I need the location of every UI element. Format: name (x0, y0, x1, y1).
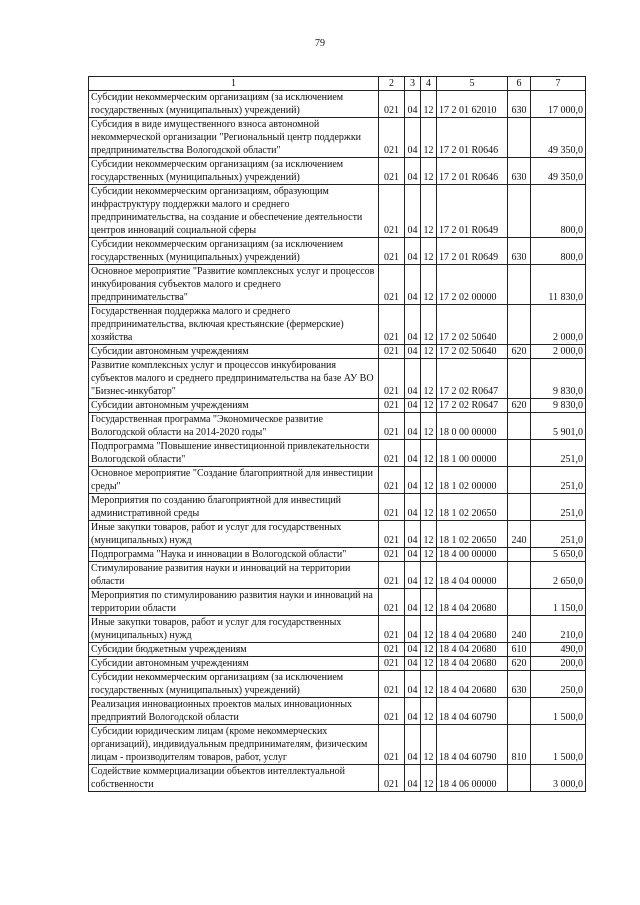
row-col-4: 12 (421, 671, 437, 698)
table-body (89, 91, 586, 792)
table-row (89, 765, 586, 792)
column-header: 6 (508, 77, 531, 91)
row-col-2: 021 (379, 521, 405, 548)
row-col-4: 12 (421, 399, 437, 413)
row-target-code: 18 1 02 00000 (437, 467, 508, 494)
row-col-3: 04 (405, 265, 421, 305)
row-col-3: 04 (405, 765, 421, 792)
row-amount: 2 650,0 (531, 562, 586, 589)
row-target-code: 18 4 04 20680 (437, 616, 508, 643)
row-amount: 800,0 (531, 185, 586, 238)
row-col-2: 021 (379, 657, 405, 671)
row-name: Субсидии некоммерческим организациям (за исключением государственных (муниципальных) учреждений) (89, 91, 379, 118)
row-col-6 (508, 765, 531, 792)
row-amount: 800,0 (531, 238, 586, 265)
row-name: Содействие коммерциализации объектов интеллектуальной собственности (89, 765, 379, 792)
row-col-4: 12 (421, 305, 437, 345)
row-name: Субсидии автономным учреждениям (89, 345, 379, 359)
row-amount: 2 000,0 (531, 345, 586, 359)
row-col-3: 04 (405, 345, 421, 359)
table-row (89, 238, 586, 265)
row-name: Субсидии некоммерческим организациям, образующим инфраструктуру поддержки малого и среднего предпринимательства, на создание и обеспечение деятельности центров инноваций социальной сферы (89, 185, 379, 238)
row-col-2: 021 (379, 265, 405, 305)
table-header-row (89, 77, 586, 91)
column-header: 7 (531, 77, 586, 91)
row-col-3: 04 (405, 521, 421, 548)
row-col-4: 12 (421, 725, 437, 765)
row-amount: 490,0 (531, 643, 586, 657)
row-col-6: 630 (508, 158, 531, 185)
row-col-2: 021 (379, 616, 405, 643)
row-col-2: 021 (379, 185, 405, 238)
row-col-3: 04 (405, 643, 421, 657)
row-name: Субсидии юридическим лицам (кроме некоммерческих организаций), индивидуальным предпринимателям, физическим лицам - производителям товаров, работ, услуг (89, 725, 379, 765)
row-col-2: 021 (379, 118, 405, 158)
row-col-6 (508, 413, 531, 440)
row-col-3: 04 (405, 399, 421, 413)
table-row (89, 440, 586, 467)
row-target-code: 18 4 04 20680 (437, 589, 508, 616)
table-row (89, 265, 586, 305)
row-col-4: 12 (421, 548, 437, 562)
row-col-4: 12 (421, 345, 437, 359)
row-target-code: 18 1 02 20650 (437, 494, 508, 521)
row-col-4: 12 (421, 359, 437, 399)
row-col-6 (508, 359, 531, 399)
row-col-6 (508, 698, 531, 725)
row-col-2: 021 (379, 589, 405, 616)
row-col-4: 12 (421, 657, 437, 671)
row-col-2: 021 (379, 725, 405, 765)
row-name: Субсидии некоммерческим организациям (за исключением государственных (муниципальных) учреждений) (89, 671, 379, 698)
row-target-code: 17 2 02 50640 (437, 345, 508, 359)
row-col-4: 12 (421, 413, 437, 440)
row-amount: 1 150,0 (531, 589, 586, 616)
row-col-3: 04 (405, 562, 421, 589)
row-amount: 5 650,0 (531, 548, 586, 562)
row-amount: 251,0 (531, 521, 586, 548)
table-row (89, 698, 586, 725)
table-row (89, 589, 586, 616)
row-target-code: 17 2 02 R0647 (437, 359, 508, 399)
row-col-2: 021 (379, 698, 405, 725)
row-target-code: 17 2 02 50640 (437, 305, 508, 345)
row-amount: 9 830,0 (531, 399, 586, 413)
row-col-6 (508, 467, 531, 494)
row-col-6: 240 (508, 521, 531, 548)
row-col-3: 04 (405, 185, 421, 238)
row-col-6: 810 (508, 725, 531, 765)
row-target-code: 17 2 01 R0649 (437, 185, 508, 238)
row-target-code: 18 4 04 60790 (437, 725, 508, 765)
table-row (89, 185, 586, 238)
row-col-4: 12 (421, 238, 437, 265)
row-amount: 9 830,0 (531, 359, 586, 399)
row-name: Основное мероприятие "Развитие комплексных услуг и процессов инкубирования субъектов малого и среднего предпринимательства" (89, 265, 379, 305)
row-col-3: 04 (405, 359, 421, 399)
row-amount: 251,0 (531, 440, 586, 467)
row-target-code: 18 4 04 20680 (437, 657, 508, 671)
row-col-2: 021 (379, 413, 405, 440)
row-col-4: 12 (421, 91, 437, 118)
table-row (89, 657, 586, 671)
row-amount: 49 350,0 (531, 158, 586, 185)
row-col-2: 021 (379, 305, 405, 345)
row-name: Реализация инновационных проектов малых инновационных предприятий Вологодской области (89, 698, 379, 725)
row-col-4: 12 (421, 467, 437, 494)
row-target-code: 17 2 01 R0646 (437, 118, 508, 158)
table-row (89, 671, 586, 698)
table-row (89, 467, 586, 494)
row-target-code: 18 4 00 00000 (437, 548, 508, 562)
row-target-code: 18 4 04 20680 (437, 643, 508, 657)
row-col-6 (508, 494, 531, 521)
row-col-3: 04 (405, 494, 421, 521)
table-row (89, 548, 586, 562)
row-name: Мероприятия по созданию благоприятной для инвестиций административной среды (89, 494, 379, 521)
row-col-3: 04 (405, 616, 421, 643)
row-col-2: 021 (379, 562, 405, 589)
row-col-3: 04 (405, 118, 421, 158)
row-col-2: 021 (379, 238, 405, 265)
row-target-code: 17 2 01 R0649 (437, 238, 508, 265)
table-row (89, 91, 586, 118)
row-amount: 49 350,0 (531, 118, 586, 158)
row-col-6 (508, 548, 531, 562)
row-target-code: 17 2 02 00000 (437, 265, 508, 305)
row-target-code: 18 1 02 20650 (437, 521, 508, 548)
row-amount: 200,0 (531, 657, 586, 671)
table-row (89, 399, 586, 413)
row-col-4: 12 (421, 616, 437, 643)
row-col-2: 021 (379, 359, 405, 399)
row-col-4: 12 (421, 589, 437, 616)
row-col-4: 12 (421, 765, 437, 792)
row-col-3: 04 (405, 440, 421, 467)
row-col-3: 04 (405, 725, 421, 765)
row-col-4: 12 (421, 265, 437, 305)
row-col-2: 021 (379, 643, 405, 657)
row-col-4: 12 (421, 118, 437, 158)
row-col-2: 021 (379, 345, 405, 359)
row-amount: 1 500,0 (531, 698, 586, 725)
row-col-3: 04 (405, 671, 421, 698)
row-col-3: 04 (405, 305, 421, 345)
table-row (89, 725, 586, 765)
row-col-3: 04 (405, 238, 421, 265)
row-col-6: 610 (508, 643, 531, 657)
row-amount: 3 000,0 (531, 765, 586, 792)
row-amount: 251,0 (531, 494, 586, 521)
row-col-3: 04 (405, 657, 421, 671)
row-col-6: 630 (508, 238, 531, 265)
row-col-6 (508, 185, 531, 238)
row-target-code: 18 1 00 00000 (437, 440, 508, 467)
table-row (89, 118, 586, 158)
row-col-6: 620 (508, 657, 531, 671)
row-col-2: 021 (379, 91, 405, 118)
row-amount: 17 000,0 (531, 91, 586, 118)
row-col-6 (508, 118, 531, 158)
row-col-6: 240 (508, 616, 531, 643)
row-col-6: 620 (508, 399, 531, 413)
column-header: 5 (437, 77, 508, 91)
table-row (89, 643, 586, 657)
table-row (89, 345, 586, 359)
table-row (89, 359, 586, 399)
row-name: Основное мероприятие "Создание благоприятной для инвестиции среды" (89, 467, 379, 494)
row-col-6 (508, 589, 531, 616)
row-amount: 5 901,0 (531, 413, 586, 440)
row-name: Иные закупки товаров, работ и услуг для государственных (муниципальных) нужд (89, 521, 379, 548)
row-name: Субсидия в виде имущественного взноса автономной некоммерческой организации "Региональный центр поддержки предпринимательства Вологодской области" (89, 118, 379, 158)
table-row (89, 158, 586, 185)
budget-table (88, 76, 586, 792)
row-col-2: 021 (379, 494, 405, 521)
row-col-4: 12 (421, 185, 437, 238)
row-col-2: 021 (379, 158, 405, 185)
row-name: Государственная программа "Экономическое развитие Вологодской области на 2014-2020 годы" (89, 413, 379, 440)
row-amount: 210,0 (531, 616, 586, 643)
row-target-code: 18 4 04 60790 (437, 698, 508, 725)
row-amount: 1 500,0 (531, 725, 586, 765)
row-col-2: 021 (379, 467, 405, 494)
row-col-6: 630 (508, 91, 531, 118)
row-col-6 (508, 562, 531, 589)
table-row (89, 305, 586, 345)
table-row (89, 521, 586, 548)
row-col-6 (508, 265, 531, 305)
row-amount: 250,0 (531, 671, 586, 698)
row-name: Мероприятия по стимулированию развития науки и инноваций на территории области (89, 589, 379, 616)
row-col-2: 021 (379, 548, 405, 562)
row-name: Субсидии некоммерческим организациям (за исключением государственных (муниципальных) учреждений) (89, 158, 379, 185)
row-col-2: 021 (379, 440, 405, 467)
row-name: Развитие комплексных услуг и процессов инкубирования субъектов малого и среднего предпринимательства на базе АУ ВО "Бизнес-инкубатор" (89, 359, 379, 399)
row-target-code: 17 2 01 R0646 (437, 158, 508, 185)
table-row (89, 413, 586, 440)
row-name: Иные закупки товаров, работ и услуг для государственных (муниципальных) нужд (89, 616, 379, 643)
column-header: 3 (405, 77, 421, 91)
row-col-6 (508, 305, 531, 345)
row-amount: 2 000,0 (531, 305, 586, 345)
row-col-3: 04 (405, 158, 421, 185)
row-name: Стимулирование развития науки и инноваций на территории области (89, 562, 379, 589)
row-target-code: 18 0 00 00000 (437, 413, 508, 440)
column-header: 2 (379, 77, 405, 91)
row-col-2: 021 (379, 671, 405, 698)
column-header: 1 (89, 77, 379, 91)
row-name: Субсидии некоммерческим организациям (за исключением государственных (муниципальных) учреждений) (89, 238, 379, 265)
row-col-4: 12 (421, 698, 437, 725)
page-number: 79 (315, 38, 325, 49)
column-header: 4 (421, 77, 437, 91)
table-row (89, 616, 586, 643)
row-col-2: 021 (379, 399, 405, 413)
row-name: Субсидии автономным учреждениям (89, 657, 379, 671)
row-name: Подпрограмма "Повышение инвестиционной привлекательности Вологодской области" (89, 440, 379, 467)
row-col-4: 12 (421, 440, 437, 467)
row-col-2: 021 (379, 765, 405, 792)
table-row (89, 562, 586, 589)
row-name: Субсидии бюджетным учреждениям (89, 643, 379, 657)
row-col-6: 620 (508, 345, 531, 359)
row-col-3: 04 (405, 413, 421, 440)
row-target-code: 18 4 04 00000 (437, 562, 508, 589)
row-col-4: 12 (421, 521, 437, 548)
row-col-4: 12 (421, 643, 437, 657)
row-name: Государственная поддержка малого и среднего предпринимательства, включая крестьянские (фермерские) хозяйства (89, 305, 379, 345)
row-target-code: 18 4 04 20680 (437, 671, 508, 698)
row-col-3: 04 (405, 548, 421, 562)
row-col-4: 12 (421, 494, 437, 521)
row-col-3: 04 (405, 589, 421, 616)
row-col-3: 04 (405, 91, 421, 118)
row-col-3: 04 (405, 467, 421, 494)
row-amount: 251,0 (531, 467, 586, 494)
row-name: Подпрограмма "Наука и инновации в Вологодской области" (89, 548, 379, 562)
row-col-4: 12 (421, 562, 437, 589)
row-target-code: 18 4 06 00000 (437, 765, 508, 792)
table-row (89, 494, 586, 521)
row-target-code: 17 2 02 R0647 (437, 399, 508, 413)
row-col-6: 630 (508, 671, 531, 698)
row-target-code: 17 2 01 62010 (437, 91, 508, 118)
row-col-3: 04 (405, 698, 421, 725)
row-col-6 (508, 440, 531, 467)
row-amount: 11 830,0 (531, 265, 586, 305)
row-name: Субсидии автономным учреждениям (89, 399, 379, 413)
row-col-4: 12 (421, 158, 437, 185)
